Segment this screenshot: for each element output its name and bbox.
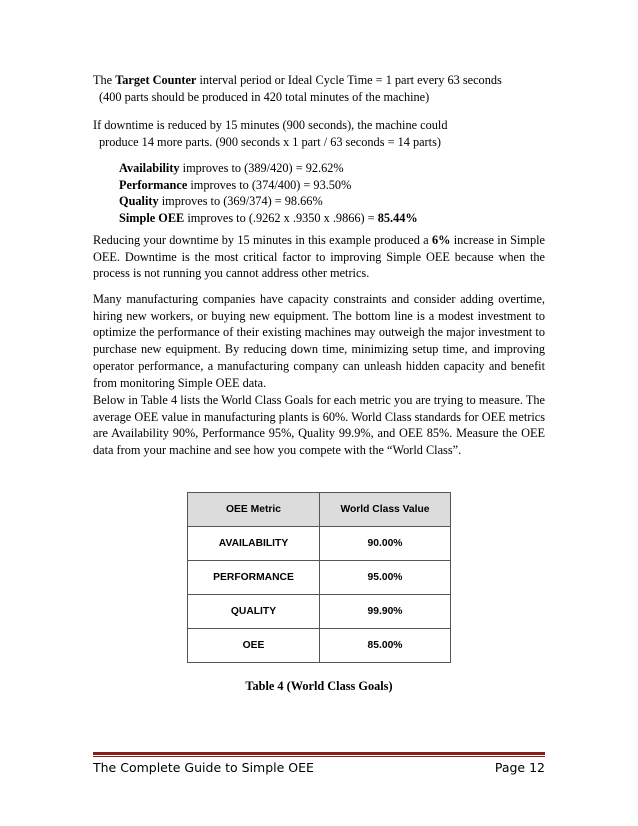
availability-line: Availability improves to (389/420) = 92.62%: [119, 161, 344, 175]
table-row: [188, 629, 451, 663]
table-cell: QUALITY: [188, 595, 320, 629]
table-row: [188, 595, 451, 629]
table-cell: PERFORMANCE: [188, 561, 320, 595]
text: If downtime is reduced by 15 minutes (900 seconds), the machine could: [93, 118, 448, 132]
downtime-impact-paragraph: Reducing your downtime by 15 minutes in this example produced a 6% increase in Simple OEE. Downtime is the most critical factor to improving Simple OEE because when the process is not running you cannot address other metrics.: [93, 233, 545, 281]
text: (400 parts should be produced in 420 total minutes of the machine): [99, 89, 430, 104]
table-row: [188, 561, 451, 595]
table-caption: Table 4 (World Class Goals): [245, 679, 393, 693]
downtime-paragraph: [93, 117, 545, 150]
page-footer: [93, 760, 545, 775]
metrics-list: [119, 160, 418, 227]
world-class-table: [187, 492, 451, 663]
page-number: Page 12: [494, 760, 545, 775]
table-cell: 99.90%: [320, 595, 451, 629]
table-row: [188, 527, 451, 561]
target-counter-paragraph: [93, 72, 545, 105]
table-header: World Class Value: [320, 493, 451, 527]
footer-divider-thin: [93, 756, 545, 757]
target-counter-term: Target Counter: [115, 73, 197, 87]
text: The: [93, 73, 116, 87]
world-class-paragraph: Below in Table 4 lists the World Class Goals for each metric you are trying to measure. The average OEE value in manufacturing plants is 60%. World Class standards for OEE metrics are Availability 90%, Performance 95%, Quality 99.9%, and OEE 85%. Measure the OEE data from your machine and see how you compete with the “World Class”.: [93, 393, 545, 458]
simple-oee-line: Simple OEE improves to (.9262 x .9350 x .9866) = 85.44%: [119, 211, 418, 226]
table-header: OEE Metric: [188, 493, 320, 527]
table-cell: 95.00%: [320, 561, 451, 595]
table-cell: 85.00%: [320, 629, 451, 663]
text: interval period or Ideal Cycle Time = 1 part every 63 seconds: [196, 73, 502, 87]
table-cell: AVAILABILITY: [188, 527, 320, 561]
quality-line: Quality improves to (369/374) = 98.66%: [119, 194, 323, 209]
table-cell: 90.00%: [320, 527, 451, 561]
text: produce 14 more parts. (900 seconds x 1 part / 63 seconds = 14 parts): [99, 134, 441, 149]
table-cell: OEE: [188, 629, 320, 663]
performance-line: Performance improves to (374/400) = 93.50%: [119, 177, 352, 192]
footer-divider: [93, 752, 545, 755]
capacity-paragraph: Many manufacturing companies have capacity constraints and consider adding overtime, hiring new workers, or buying new equipment. The bottom line is a modest investment to optimize the performance of their existing machines may outweigh the major investment to purchase new equipment. By reducing down time, minimizing setup time, and improving operator performance, a manufacturing company can unleash hidden capacity and benefit from monitoring Simple OEE data.: [93, 292, 545, 390]
table-header-row: [188, 493, 451, 527]
footer-title: The Complete Guide to Simple OEE: [93, 760, 314, 775]
